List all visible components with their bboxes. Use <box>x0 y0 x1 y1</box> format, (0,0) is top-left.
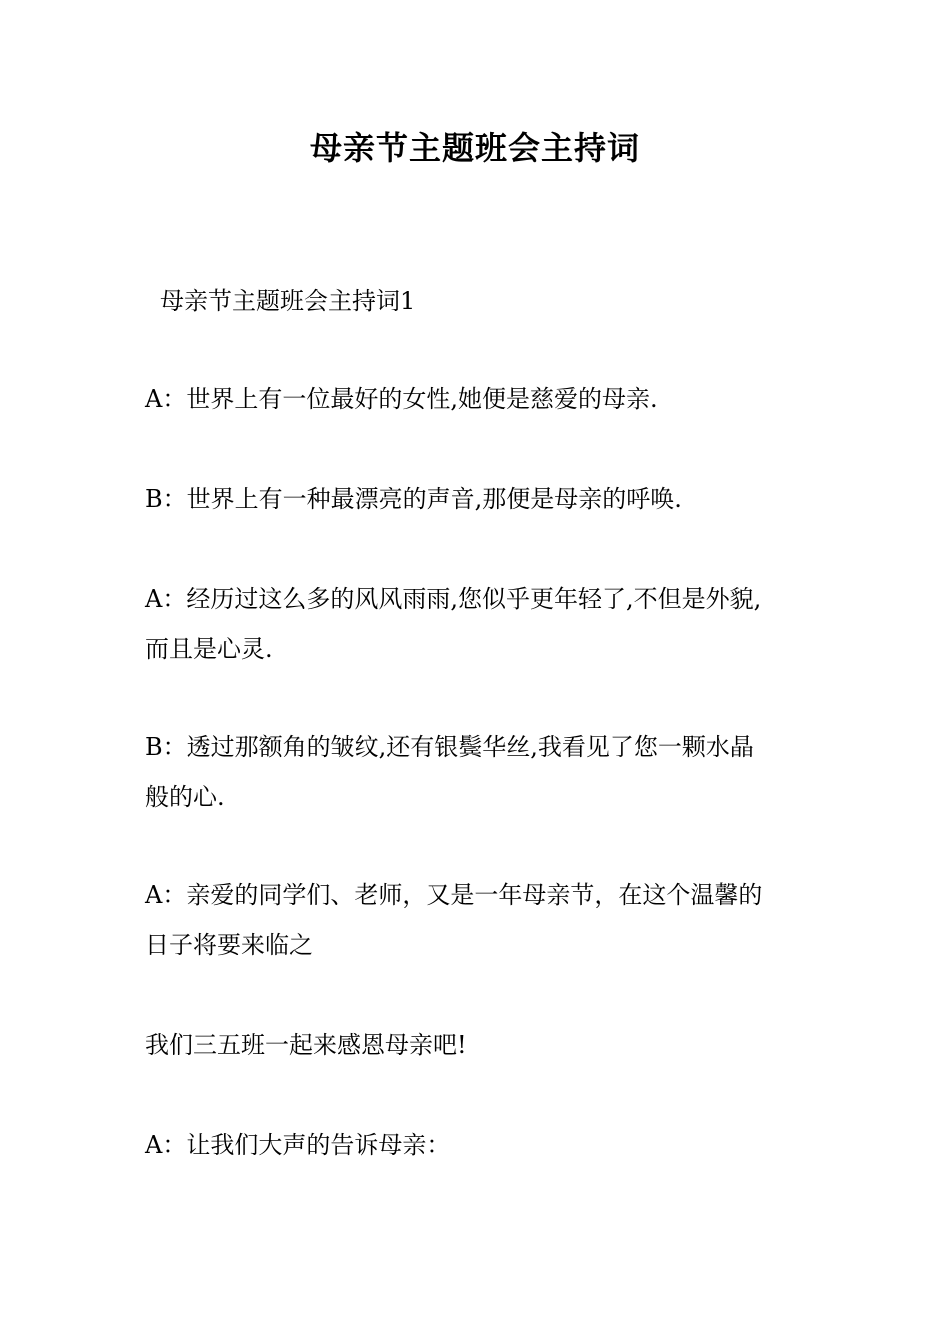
dialogue-line: A：经历过这么多的风风雨雨,您似乎更年轻了,不但是外貌, <box>145 585 762 613</box>
dialogue-line-continuation: 日子将要来临之 <box>145 931 313 959</box>
dialogue-line: A：世界上有一位最好的女性,她便是慈爱的母亲. <box>145 385 658 413</box>
document-title: 母亲节主题班会主持词 <box>309 129 640 167</box>
dialogue-line: A：让我们大声的告诉母亲： <box>145 1131 451 1159</box>
dialogue-line: A：亲爱的同学们、老师，又是一年母亲节，在这个温馨的 <box>145 881 763 909</box>
dialogue-line: 我们三五班一起来感恩母亲吧! <box>145 1031 467 1059</box>
dialogue-line-continuation: 般的心. <box>145 783 225 811</box>
dialogue-line: B：世界上有一种最漂亮的声音,那便是母亲的呼唤. <box>145 485 682 513</box>
section-heading: 母亲节主题班会主持词1 <box>160 287 416 315</box>
dialogue-line-continuation: 而且是心灵. <box>145 635 273 663</box>
dialogue-line: B：透过那额角的皱纹,还有银鬓华丝,我看见了您一颗水晶 <box>145 733 754 761</box>
